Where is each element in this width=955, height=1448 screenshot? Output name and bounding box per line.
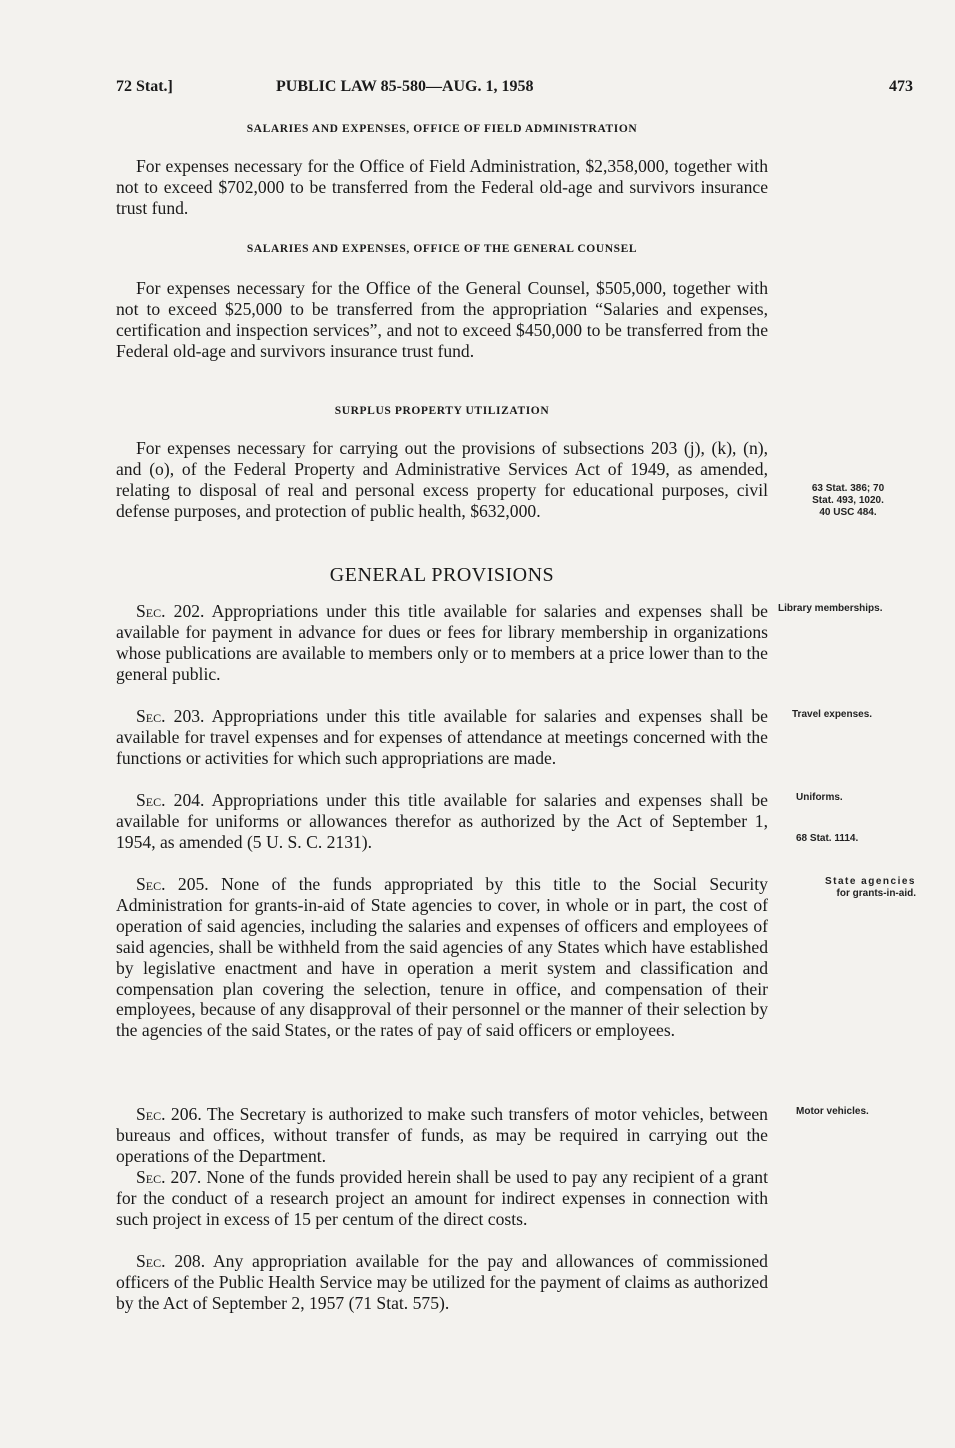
para-sec-203 xyxy=(116,706,768,769)
sec-204-text: Appropriations under this title available for salaries and expenses shall be available for uniforms or allowances therefor as authorized by the Act of September 1, 1954, as amended (5 U. S. C. 2131). xyxy=(116,790,768,852)
sec-207-text: None of the funds provided herein shall be used to pay any recipient of a grant for the conduct of a research project an amount for indirect expenses in connection with such project in excess of 15 per centum of the direct costs. xyxy=(116,1167,768,1229)
para-field-administration: For expenses necessary for the Office of Field Administration, $2,358,000, together with not to exceed $702,000 to be transferred from the Federal old-age and survivors insurance trust fund. xyxy=(116,156,768,218)
heading-field-administration: SALARIES AND EXPENSES, OFFICE OF FIELD ADMINISTRATION xyxy=(246,123,638,135)
sec-207-label: Sec. 207. xyxy=(136,1167,202,1187)
sec-202-label: Sec. 202. xyxy=(136,601,205,621)
heading-general-provisions: GENERAL PROVISIONS xyxy=(329,564,555,586)
sec-203-label: Sec. 203. xyxy=(136,706,205,726)
sec-208-text: Any appropriation available for the pay and allowances of commissioned officers of the Public Health Service may be utilized for the payment of claims as authorized by the Act of September 2, 1957 (71 Stat. 575). xyxy=(116,1251,768,1313)
margin-note-library-memberships: Library memberships. xyxy=(778,603,883,614)
para-sec-206 xyxy=(116,1104,768,1167)
para-general-counsel: For expenses necessary for the Office of the General Counsel, $505,000, together with not to exceed $25,000 to be transferred from the appropriation “Salaries and expenses, certification and inspection services”, and not to exceed $450,000 to be transferred from the Federal old-age and survivors insurance trust fund. xyxy=(116,278,768,361)
para-sec-208 xyxy=(116,1251,768,1314)
margin-note-stat-reference-line-1: 63 Stat. 386; 70 xyxy=(811,483,885,494)
heading-general-counsel: SALARIES AND EXPENSES, OFFICE OF THE GENERAL COUNSEL xyxy=(246,243,638,255)
margin-note-stat-reference xyxy=(778,483,918,519)
heading-surplus-property: SURPLUS PROPERTY UTILIZATION xyxy=(334,405,550,417)
statute-volume: 72 Stat.] xyxy=(116,78,173,95)
para-sec-202 xyxy=(116,601,768,685)
sec-202-text: Appropriations under this title available for salaries and expenses shall be available for payment in advance for dues or fees for library membership in organizations whose publications are available to members only or to members at a price lower than to the general public. xyxy=(116,601,768,684)
sec-208-label: Sec. 208. xyxy=(136,1251,206,1271)
sec-205-label: Sec. 205. xyxy=(136,874,209,894)
margin-note-stat-reference-line-2: Stat. 493, 1020. xyxy=(812,495,884,506)
para-sec-207 xyxy=(116,1167,768,1230)
sec-205-text: None of the funds appropriated by this title to the Social Security Administration for grants-in-aid of State agencies to cover, in whole or in part, the cost of operation of said agencies, including the salaries and expenses of officers and employees of said agencies, shall be withheld from the said agencies of any States which have established by legislative enactment and have in operation a merit system and classification and compensation plan covering the selection, tenure in office, and compensation of their employees, because of any disapproval of their personnel or the manner of their selection by the agencies of the said States, or the rates of pay of said officers or employees. xyxy=(116,874,768,1041)
sec-206-text: The Secretary is authorized to make such transfers of motor vehicles, between bureaus and offices, without transfer of funds, as may be required in carrying out the operations of the Department. xyxy=(116,1104,768,1166)
margin-note-state-agencies-line-1: State agencies xyxy=(824,876,916,887)
page-number: 473 xyxy=(889,78,913,95)
para-sec-204 xyxy=(116,790,768,853)
para-sec-205 xyxy=(116,874,768,1041)
margin-note-state-agencies-line-2: for grants-in-aid. xyxy=(836,888,916,899)
sec-206-label: Sec. 206. xyxy=(136,1104,202,1124)
margin-note-travel-expenses: Travel expenses. xyxy=(792,709,873,720)
law-title: PUBLIC LAW 85-580—AUG. 1, 1958 xyxy=(276,78,534,95)
sec-204-label: Sec. 204. xyxy=(136,790,205,810)
margin-note-68-stat-1114: 68 Stat. 1114. xyxy=(796,833,859,844)
running-head xyxy=(116,78,913,100)
margin-note-motor-vehicles: Motor vehicles. xyxy=(796,1106,869,1117)
para-surplus-property: For expenses necessary for carrying out the provisions of subsections 203 (j), (k), (n), and (o), of the Federal Property and Administrative Services Act of 1949, as amended, relating to disposal of real and personal excess property for educational purposes, civil defense purposes, and protection of public health, $632,000. xyxy=(116,438,768,521)
margin-note-uniforms: Uniforms. xyxy=(796,792,843,803)
margin-note-state-agencies xyxy=(778,876,916,900)
sec-203-text: Appropriations under this title available for salaries and expenses shall be available for travel expenses and for expenses of attendance at meetings concerned with the functions or activities for which such appropriations are made. xyxy=(116,706,768,768)
margin-note-stat-reference-line-3: 40 USC 484. xyxy=(819,507,877,518)
